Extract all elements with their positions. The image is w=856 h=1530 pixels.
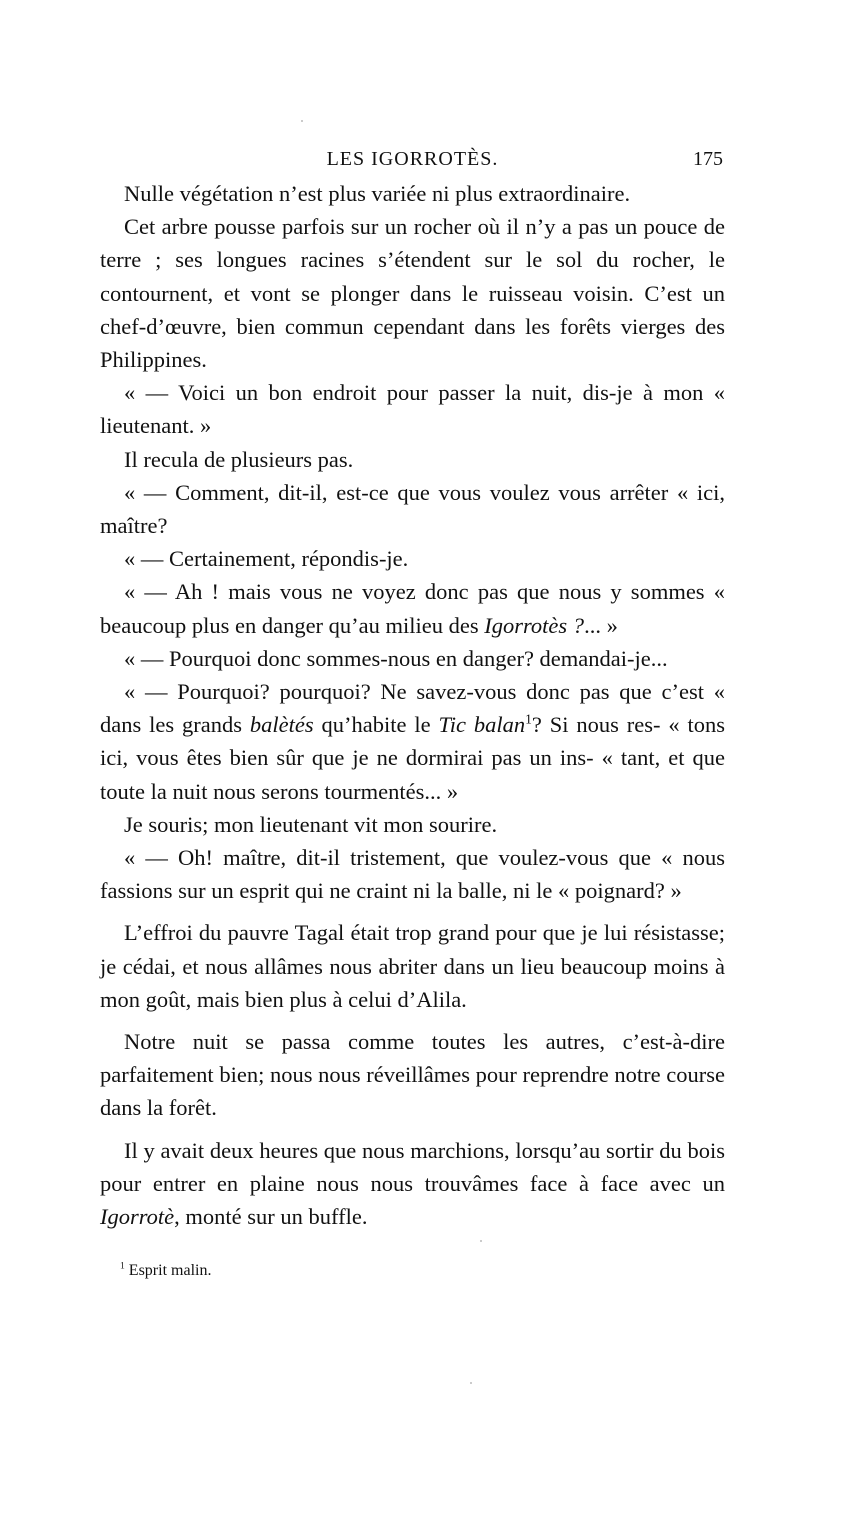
paper-speck bbox=[301, 120, 303, 122]
paper-speck bbox=[470, 1382, 472, 1384]
italic-text: Igorrotè bbox=[100, 1204, 175, 1230]
dialogue-paragraph: « — Pourquoi donc sommes-nous en danger? demandai-je... bbox=[124, 645, 668, 671]
text-run: ... » bbox=[584, 612, 618, 638]
paragraph: Je souris; mon lieutenant vit mon sourire. bbox=[124, 811, 498, 837]
running-title: LES IGORROTÈS. bbox=[326, 148, 499, 170]
running-head bbox=[100, 148, 725, 178]
dialogue-paragraph: « — Comment, dit-il, est-ce que vous voulez vous arrêter « ici, maître? bbox=[100, 479, 725, 539]
paragraph: Il recula de plusieurs pas. bbox=[124, 446, 354, 472]
italic-text: Tic balan bbox=[438, 712, 526, 738]
dialogue-paragraph bbox=[100, 575, 725, 641]
italic-text: Igorrotès ? bbox=[484, 612, 585, 638]
footnote-reference: 1 bbox=[525, 711, 532, 727]
paragraph: Nulle végétation n’est plus variée ni plus extraordinaire. bbox=[124, 181, 631, 206]
text-run: « — Pourquoi? pourquoi? Ne savez-vous donc pas que c’est « dans les grands bbox=[100, 679, 725, 738]
italic-text: balètés bbox=[249, 712, 314, 738]
footnote bbox=[120, 1262, 211, 1280]
body-text bbox=[100, 177, 725, 1233]
footnote-text: Esprit malin. bbox=[128, 1262, 212, 1279]
dialogue-paragraph: « — Oh! maître, dit-il tristement, que voulez-vous que « nous fassions sur un esprit qui ne craint ni la balle, ni le « poignard? » bbox=[100, 845, 725, 904]
paragraph: Cet arbre pousse parfois sur un rocher où il n’y a pas un pouce de terre ; ses longues racines s’étendent sur le sol du rocher, le contournent, et vont se plonger dans le ruisseau voisin. C’est un chef-d’œuvre, bien commun cependant dans les forêts vierges des Philippines. bbox=[100, 214, 725, 373]
text-run: ? Si nous res- « tons ici, vous êtes bien sûr que je ne dormirai pas un ins- « tant, et que toute la nuit nous serons tourmentés... » bbox=[100, 712, 725, 804]
text-run: qu’habite le bbox=[313, 712, 439, 738]
text-run: « — Ah ! mais vous ne voyez donc pas que nous y sommes « beaucoup plus en danger qu’au milieu des bbox=[100, 579, 725, 638]
page-number: 175 bbox=[693, 148, 723, 170]
dialogue-paragraph: « — Certainement, répondis-je. bbox=[124, 546, 409, 572]
paper-speck bbox=[480, 1240, 482, 1242]
footnote-marker: 1 bbox=[120, 1260, 125, 1272]
paragraph bbox=[100, 1134, 725, 1234]
dialogue-paragraph bbox=[100, 675, 725, 808]
dialogue-paragraph: « — Voici un bon endroit pour passer la nuit, dis-je à mon « lieutenant. » bbox=[100, 380, 725, 439]
paragraph: L’effroi du pauvre Tagal était trop grand pour que je lui résistasse; je cédai, et nous allâmes nous abriter dans un lieu beaucoup moins à mon goût, mais bien plus à celui d’Alila. bbox=[100, 920, 725, 1012]
text-run: , monté sur un buffle. bbox=[174, 1204, 368, 1230]
paragraph: Notre nuit se passa comme toutes les autres, c’est-à-dire parfaitement bien; nous nous réveillâmes pour reprendre notre course dans la forêt. bbox=[100, 1029, 725, 1121]
text-run: Il y avait deux heures que nous marchions, lorsqu’au sortir du bois pour entrer en plaine nous nous trouvâmes face à face avec un bbox=[100, 1137, 725, 1196]
